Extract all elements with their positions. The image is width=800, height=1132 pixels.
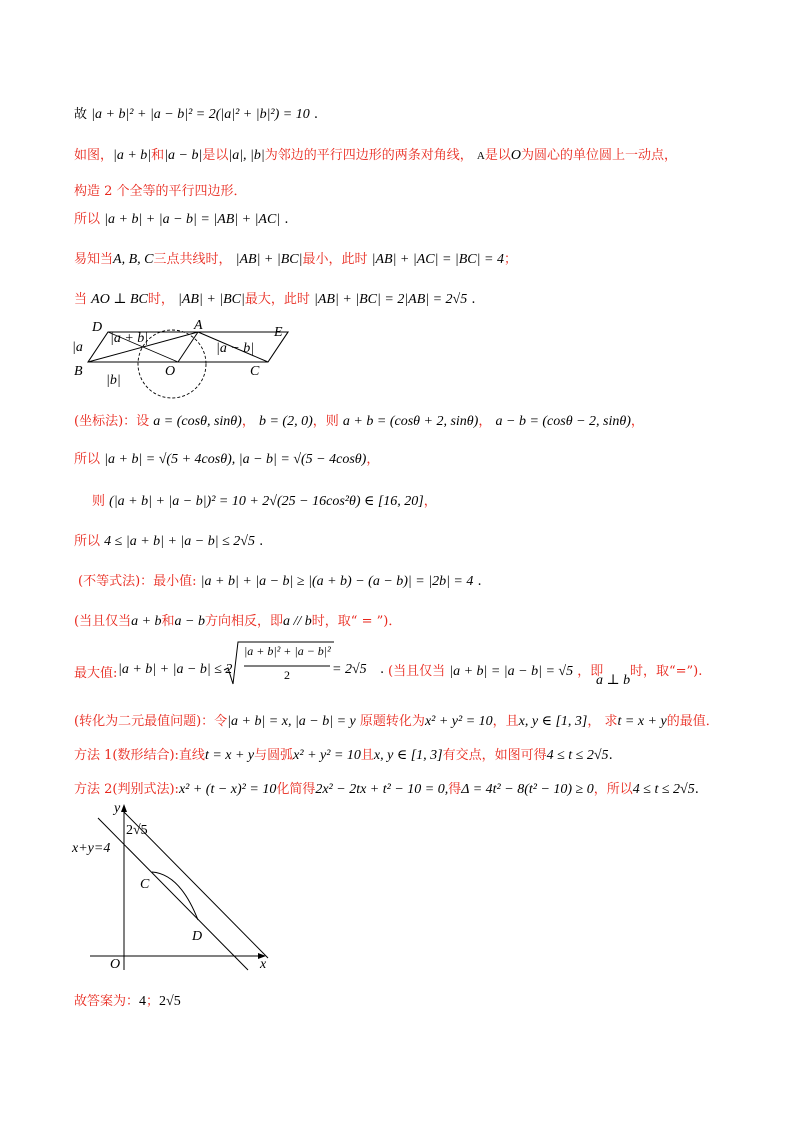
line-4 [74,208,288,228]
label-A: A [194,318,203,333]
text: 所以 [74,534,101,549]
label-diff: |a − b| [216,341,255,356]
math-expression: |a + b| + |a − b| ≥ |(a + b) − (a − b)| = |2b| = 4 [200,574,474,589]
text: 和 [151,148,165,163]
text: 是以 [484,148,511,163]
text: 的最值． [666,714,719,729]
line-11 [78,570,482,590]
text: 如图， [74,148,114,163]
text: 最小，此时 [302,252,368,267]
math-expression: x² + (t − x)² = 10 [178,782,277,797]
text: . [313,107,319,122]
math-expression: a ⊥ b [596,673,631,688]
text: ， [241,414,255,429]
line-14 [74,710,719,730]
label-y: y [114,801,121,816]
text: ； [503,252,517,267]
text: . [608,748,613,763]
label-origin: O [110,957,121,972]
text: 故 [74,107,88,122]
line-3 [74,180,247,199]
text: (当且仅当 [74,614,132,629]
math-expression: |a + b| [113,148,152,163]
text: ， [630,414,644,429]
math-expression: |a + b| = x, |a − b| = y [227,714,356,729]
math-expression: |a + b| = |a − b| = √5 [449,664,574,679]
math-expression: b = (2, 0) [258,414,313,429]
text: 得 [448,782,462,797]
text: ， [366,452,380,467]
text: 时， [147,292,174,307]
line-15 [74,744,613,764]
text: 化简得 [276,782,316,797]
label-line-equation: x+y=4 [72,841,111,856]
math-expression: |a + b| = √(5 + 4cosθ), |a − b| = √(5 − 4cosθ) [104,452,367,467]
math-expression: a − b = (cosθ − 2, sinθ) [495,414,631,429]
text: ，则 [312,414,339,429]
line-6 [74,288,476,308]
math-expression: x, y ∈ [1, 3] [373,748,443,763]
text: 则 [92,494,106,509]
math-expression: x² + y² = 10 [424,714,493,729]
math-expression: 4 ≤ |a + b| + |a − b| ≤ 2√5 [104,534,255,549]
text: 且 [360,748,374,763]
max-ineq-left: |a + b| + |a − b| ≤ 2 [118,662,233,677]
text: 三点共线时， [153,252,232,267]
math-expression: t = x + y [617,714,667,729]
math-expression: |a + b| + |a − b| = |AB| + |AC| [104,212,281,227]
label-x: x [260,957,267,972]
answer-2: 2√5 [159,994,181,1009]
label-E: E [274,325,283,340]
label-vec-b: |b| [106,373,121,388]
text: 易知当 [74,252,114,267]
text: ， 求 [587,714,618,729]
math-expression: a + b [131,614,162,629]
text: 与圆弧 [254,748,294,763]
text: . [284,212,289,227]
text: 是以 [202,148,229,163]
label-B: B [74,364,83,379]
line-x-plus-y-4 [98,818,248,970]
math-expression: |AB| + |BC| [235,252,303,267]
text: ， [423,494,437,509]
fraction-numerator: |a + b|² + |a − b|² [244,644,331,658]
label-C: C [140,877,150,892]
label-top-intercept: 2√5 [126,823,148,838]
text: 方法 2(判别式法): [74,782,179,797]
text: 所以 [74,212,101,227]
math-expression: |AB| + |BC| [178,292,245,307]
line-9 [92,490,437,510]
line-8 [74,448,379,468]
text: 时，取“ = ”)． [311,614,402,629]
text: . [694,782,699,797]
line-17 [74,990,181,1010]
text: ，所以 [593,782,633,797]
math-expression: a = (cosθ, sinθ) [153,414,242,429]
parallelogram-figure [70,318,310,398]
math-expression: 4 ≤ t ≤ 2√5 [632,782,695,797]
text: 和 [161,614,175,629]
label-C: C [250,364,260,379]
text: ， [478,414,492,429]
coordinate-figure [70,800,290,975]
math-expression: 2x² − 2tx + t² − 10 = 0, [315,782,449,797]
math-expression: Δ = 4t² − 8(t² − 10) ≥ 0 [461,782,594,797]
text: (不等式法)：最小值: [78,574,197,589]
text: . [471,292,476,307]
text: 最大值: [74,666,118,681]
math-symbol: A [476,150,485,162]
line-5 [74,248,517,268]
math-expression: a − b [174,614,205,629]
text: (转化为二元最值问题)：令 [74,714,228,729]
text: 最大，此时 [244,292,310,307]
equality-condition [388,660,603,680]
math-expression: 4 ≤ t ≤ 2√5 [546,748,609,763]
text: 构造 2 个全等的平行四边形． [74,184,247,199]
text: (当且仅当 [388,664,446,679]
text: 时，取“=”). [630,664,703,679]
label-D: D [92,320,103,335]
math-expression: (|a + b| + |a − b|)² = 10 + 2√(25 − 16cos²θ) ∈ [16, 20] [109,494,424,509]
math-expression: a + b = (cosθ + 2, sinθ) [342,414,479,429]
label-D: D [192,929,203,944]
math-expression: |AB| + |AC| = |BC| = 4 [371,252,504,267]
text: 方向相反，即 [205,614,284,629]
line-13 [74,662,117,681]
label-O: O [165,364,176,379]
text: 所以 [74,452,101,467]
line-10 [74,530,263,550]
y-axis-arrow [121,804,127,812]
line-7 [74,410,644,430]
text: 为邻边的平行四边形的两条对角线， [264,148,473,163]
math-expression: |a|, |b| [228,148,265,163]
math-expression: a // b [283,614,312,629]
text: 为圆心的单位圆上一动点， [521,148,678,163]
label-vec-a: |a [72,340,83,355]
text: . [380,662,385,677]
math-expression: x² + y² = 10 [293,748,361,763]
line-12 [74,610,401,630]
answer-1: 4 [139,994,147,1009]
text: 原题转化为 [359,714,425,729]
math-expression: AO ⊥ BC [91,292,148,307]
text: ； [146,994,160,1009]
line-16 [74,778,699,798]
math-expression: |a + b|² + |a − b|² = 2(|a|² + |b|²) = 10 [91,107,310,122]
fraction-denominator: 2 [284,668,290,682]
text: ，即 [577,664,604,679]
math-expression: x, y ∈ [1, 3] [518,714,588,729]
math-symbol: O [510,148,522,163]
max-ineq-right: = 2√5 [332,662,367,677]
math-expression: t = x + y [204,748,255,763]
math-expression: |AB| + |BC| = 2|AB| = 2√5 [314,292,468,307]
text: 有交点，如图可得 [442,748,547,763]
text: (坐标法)：设 [74,414,150,429]
label-sum: |a + b| [110,331,149,346]
math-expression: A, B, C [113,252,154,267]
text: ，且 [492,714,519,729]
text: 当 [74,292,88,307]
text: 故答案为： [74,994,140,1009]
line-2 [74,144,677,164]
math-expression: |a − b| [164,148,203,163]
text: . [259,534,264,549]
line-1 [74,103,318,123]
text: . [477,574,482,589]
text: 方法 1(数形结合):直线 [74,748,205,763]
